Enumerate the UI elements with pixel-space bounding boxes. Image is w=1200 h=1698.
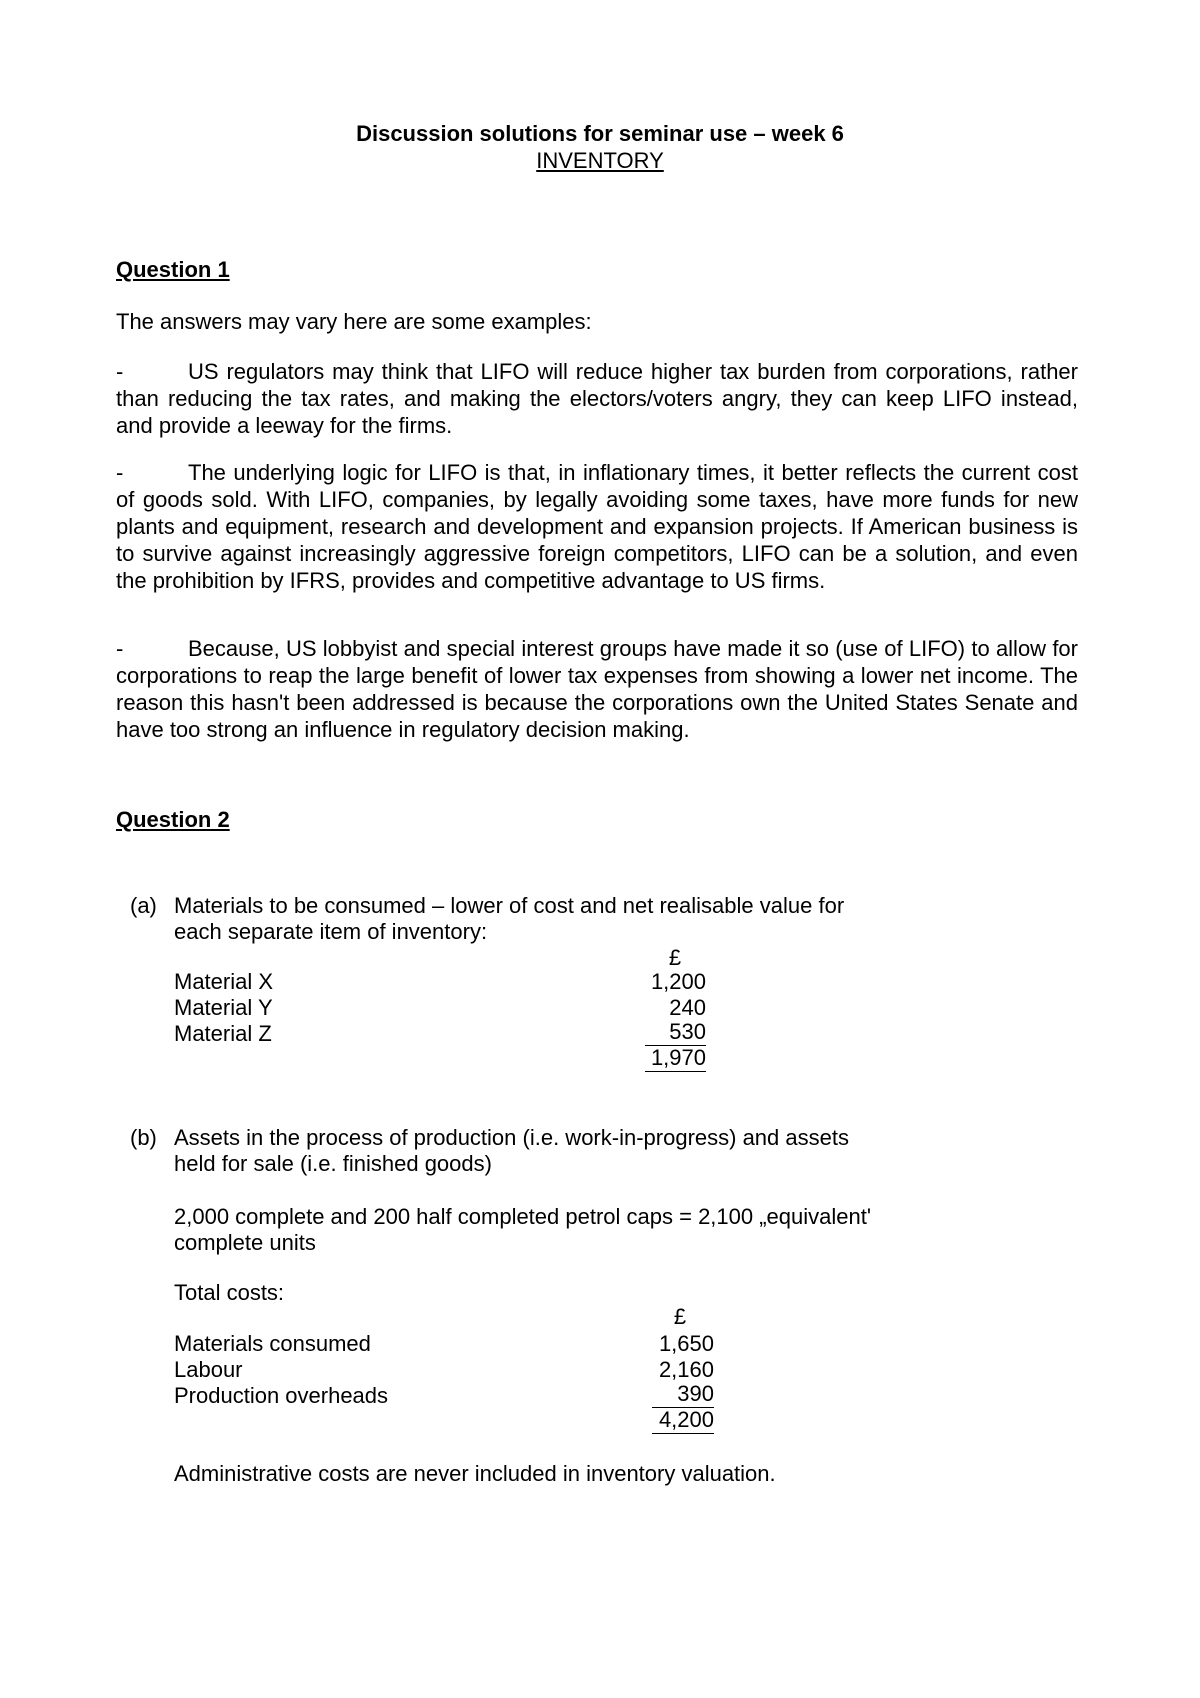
bullet-dash: - xyxy=(116,636,124,661)
part-b-row-label: Materials consumed xyxy=(174,1331,371,1356)
part-a-label: (a) xyxy=(130,893,157,918)
part-b-row-amount: 1,650 xyxy=(658,1331,714,1356)
document-title: Discussion solutions for seminar use – week 6 xyxy=(356,121,844,146)
bullet-dash: - xyxy=(116,460,124,485)
question-1-heading: Question 1 xyxy=(116,257,230,282)
total-costs-label: Total costs: xyxy=(174,1280,285,1305)
part-b-row-label: Production overheads xyxy=(174,1383,389,1408)
bullet-text: Because, US lobbyist and special interest groups have made it so (use of LIFO) to allow for corporations to reap the large benefit of lower tax expenses from showing a lower net income. The reason this hasn't been addressed is because the corporations own the United States Senate and have too strong an influence in regulatory decision making. xyxy=(116,636,1078,742)
part-a-row-label: Material Y xyxy=(174,995,273,1020)
part-a-text-line1: Materials to be consumed – lower of cost and net realisable value for xyxy=(174,893,845,918)
part-a-row-amount: 530 xyxy=(645,1020,706,1046)
bullet-text: US regulators may think that LIFO will reduce higher tax burden from corporations, rather than reducing the tax rates, and making the electors/voters angry, they can keep LIFO instead, and provide a leeway for the firms. xyxy=(116,359,1078,438)
part-a-row-label: Material X xyxy=(174,969,274,994)
question-1-intro: The answers may vary here are some examples: xyxy=(116,309,592,334)
bullet-dash: - xyxy=(116,359,124,384)
part-a-total: 1,970 xyxy=(645,1046,706,1072)
part-b-total: 4,200 xyxy=(652,1408,714,1434)
administrative-costs-note: Administrative costs are never included in inventory valuation. xyxy=(174,1461,776,1486)
question-2-heading: Question 2 xyxy=(116,807,230,832)
part-a-row-amount: 240 xyxy=(669,995,706,1020)
list-item xyxy=(116,459,1078,594)
part-b-row-label: Labour xyxy=(174,1357,243,1382)
part-b-row-amount: 2,160 xyxy=(658,1357,714,1382)
part-b-text-line1: Assets in the process of production (i.e. work-in-progress) and assets xyxy=(174,1125,849,1150)
list-item xyxy=(116,358,1078,439)
document-subtitle: INVENTORY xyxy=(536,148,664,173)
list-item xyxy=(116,635,1078,743)
bullet-text: The underlying logic for LIFO is that, in inflationary times, it better reflects the current cost of goods sold. With LIFO, companies, by legally avoiding some taxes, have more funds for new plants and equipment, research and development and expansion projects. If American business is to survive against increasingly aggressive foreign competitors, LIFO can be a solution, and even the prohibition by IFRS, provides and competitive advantage to US firms. xyxy=(116,460,1078,593)
part-b-label: (b) xyxy=(130,1125,157,1150)
part-a-row-amount: 1,200 xyxy=(650,969,706,994)
part-b-currency: £ xyxy=(673,1304,687,1329)
part-a-row-label: Material Z xyxy=(174,1021,272,1046)
part-a-currency: £ xyxy=(668,945,682,970)
part-a-text-line2: each separate item of inventory: xyxy=(174,919,488,944)
equivalent-units-line2: complete units xyxy=(174,1230,316,1255)
equivalent-units-line1: 2,000 complete and 200 half completed petrol caps = 2,100 „equivalent' xyxy=(174,1204,872,1229)
part-b-row-amount: 390 xyxy=(652,1382,714,1408)
part-b-text-line2: held for sale (i.e. finished goods) xyxy=(174,1151,492,1176)
